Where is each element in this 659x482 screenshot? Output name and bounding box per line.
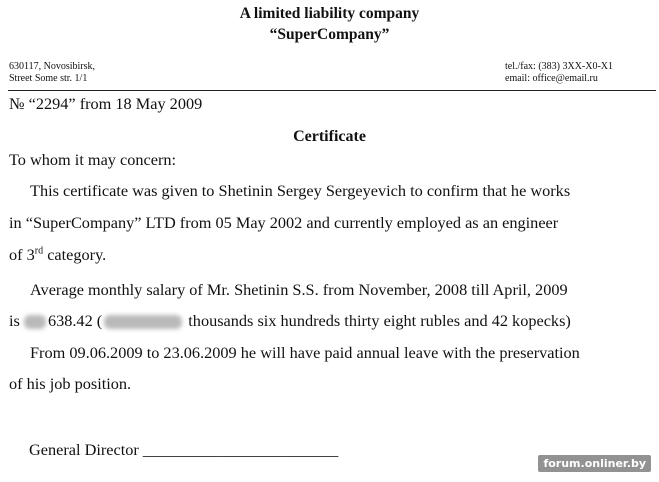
text-fragment: category. [43,245,107,264]
phone-text: tel./fax: (383) 3XX-X0-X1 [505,61,614,72]
paragraph-line: of his job position. [9,374,132,393]
watermark-badge: forum.onliner.by [538,455,651,472]
redacted-blur [24,315,46,329]
signature-label: General Director [29,440,139,459]
text-fragment: of 3 [9,245,35,264]
ordinal-suffix: rd [34,245,44,257]
document-number: № “2294” from 18 May 2009 [9,94,203,113]
address-line: Street Some str. 1/1 [9,73,88,84]
contact-block [505,61,613,85]
signature-line: ________________________ [142,440,339,459]
text-fragment: 638.42 ( [47,311,103,330]
paragraph-line: in “SuperCompany” LTD from 05 May 2002 and currently employed as an engineer [9,213,559,232]
paragraph-line [9,311,571,331]
text-fragment: thousands six hundreds thirty eight rubles and 42 kopecks) [184,311,571,330]
header-divider [8,90,656,91]
redacted-blur [104,315,182,329]
paragraph-line: This certificate was given to Shetinin Sergey Sergeyevich to confirm that he works [30,181,571,200]
salutation: To whom it may concern: [9,150,177,169]
email-text: email: office@email.ru [505,73,598,84]
company-name-line2: “SuperCompany” [269,26,390,43]
signature-block [29,440,338,460]
document-title: Certificate [293,128,366,145]
company-name-line1: A limited liability company [239,5,420,22]
paragraph-line [9,245,106,265]
address-line: 630117, Novosibirsk, [9,61,96,72]
paragraph-line: Average monthly salary of Mr. Shetinin S.S. from November, 2008 till April, 2009 [30,280,568,299]
paragraph-line: From 09.06.2009 to 23.06.2009 he will have paid annual leave with the preservation [30,343,580,362]
address-block [9,61,95,85]
text-fragment: is [9,311,24,330]
